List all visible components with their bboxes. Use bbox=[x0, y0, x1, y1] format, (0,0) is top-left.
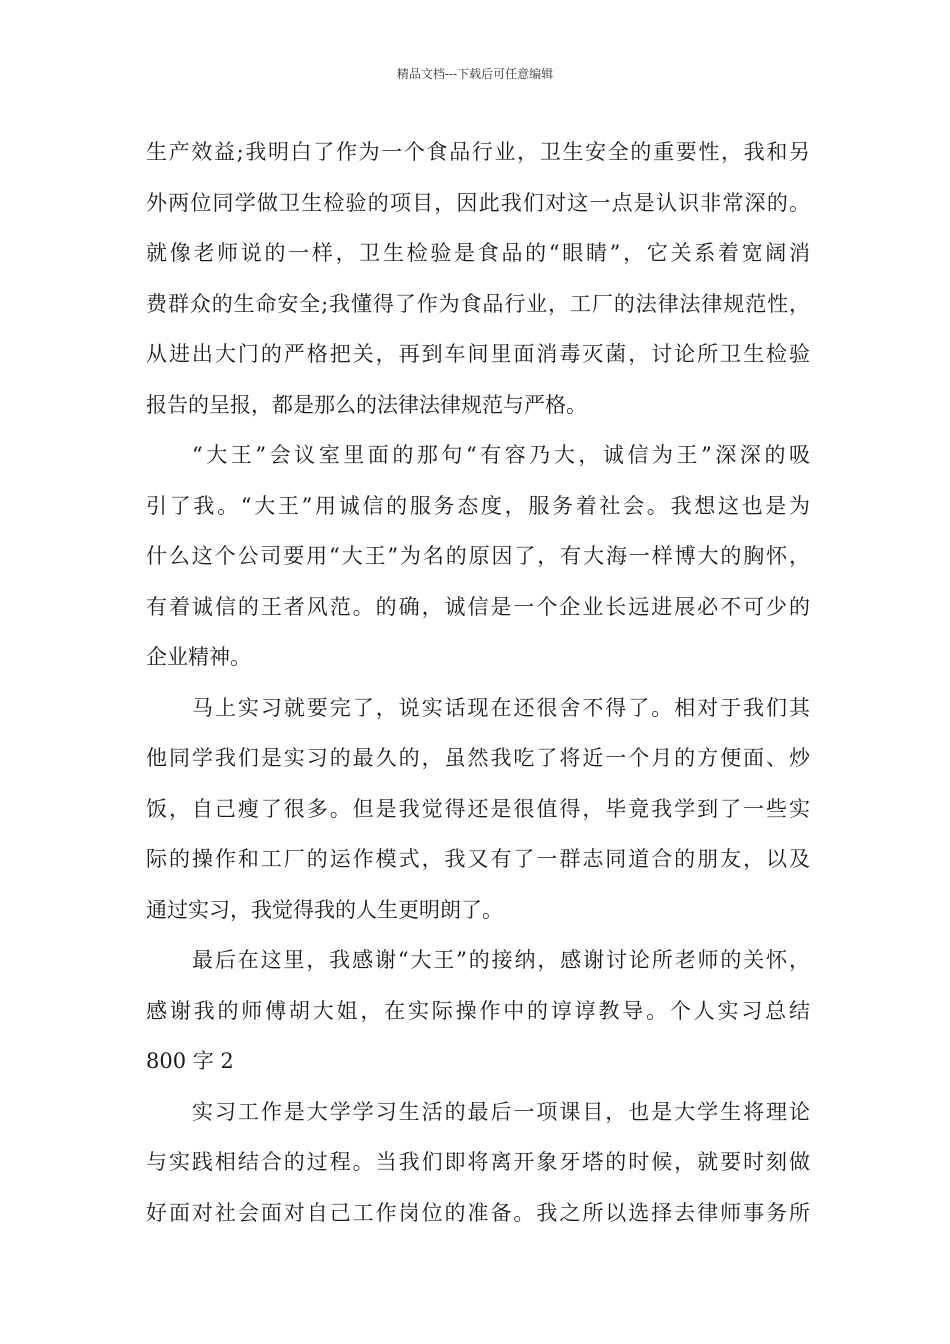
text-line: 有着诚信的王者风范。的确，诚信是一个企业长远进展必不可少的 bbox=[146, 594, 810, 619]
text-line: 企业精神。 bbox=[146, 645, 251, 669]
text-line: 生产效益;我明白了作为一个食品行业，卫生安全的重要性，我和另 bbox=[146, 140, 810, 164]
text-line: 什么这个公司要用“大王”为名的原因了，有大海一样博大的胸怀， bbox=[146, 544, 810, 568]
text-line: 好面对社会面对自己工作岗位的准备。我之所以选择去律师事务所 bbox=[146, 1200, 810, 1225]
text-line: 报告的呈报，都是那么的法律法律规范与严格。 bbox=[146, 392, 587, 417]
text-line: 800 字 2 bbox=[146, 1049, 234, 1073]
text-line: 饭，自己瘦了很多。但是我觉得还是很值得，毕竟我学到了一些实 bbox=[146, 796, 810, 821]
text-line: 引了我。“大王”用诚信的服务态度，服务着社会。我想这也是为 bbox=[146, 493, 810, 518]
paragraph-first-line: 实习工作是大学学习生活的最后一项课目，也是大学生将理论 bbox=[192, 1099, 810, 1124]
page-header: 精品文档---下载后可任意编辑 bbox=[396, 67, 554, 81]
text-line: 外两位同学做卫生检验的项目，因此我们对这一点是认识非常深的。 bbox=[146, 190, 810, 215]
text-line: 就像老师说的一样，卫生检验是食品的“眼睛”，它关系着宽阔消 bbox=[146, 241, 810, 265]
text-line: 感谢我的师傅胡大姐，在实际操作中的谆谆教导。个人实习总结 bbox=[146, 998, 810, 1023]
text-line: 他同学我们是实习的最久的，虽然我吃了将近一个月的方便面、炒 bbox=[146, 746, 810, 770]
text-line: 通过实习，我觉得我的人生更明朗了。 bbox=[146, 897, 503, 922]
text-line: 费群众的生命安全;我懂得了作为食品行业，工厂的法律法律规范性， bbox=[146, 291, 810, 316]
paragraph-first-line: 马上实习就要完了，说实话现在还很舍不得了。相对于我们其 bbox=[192, 695, 810, 720]
document-body bbox=[146, 127, 810, 1238]
paragraph-first-line: “大王”会议室里面的那句“有容乃大，诚信为王”深深的吸 bbox=[192, 443, 810, 467]
paragraph-first-line: 最后在这里，我感谢“大王”的接纳，感谢讨论所老师的关怀， bbox=[192, 948, 810, 972]
text-line: 际的操作和工厂的运作模式，我又有了一群志同道合的朋友，以及 bbox=[146, 847, 810, 871]
text-line: 从进出大门的严格把关，再到车间里面消毒灭菌，讨论所卫生检验 bbox=[146, 342, 810, 366]
text-line: 与实践相结合的过程。当我们即将离开象牙塔的时候，就要时刻做 bbox=[146, 1150, 810, 1174]
